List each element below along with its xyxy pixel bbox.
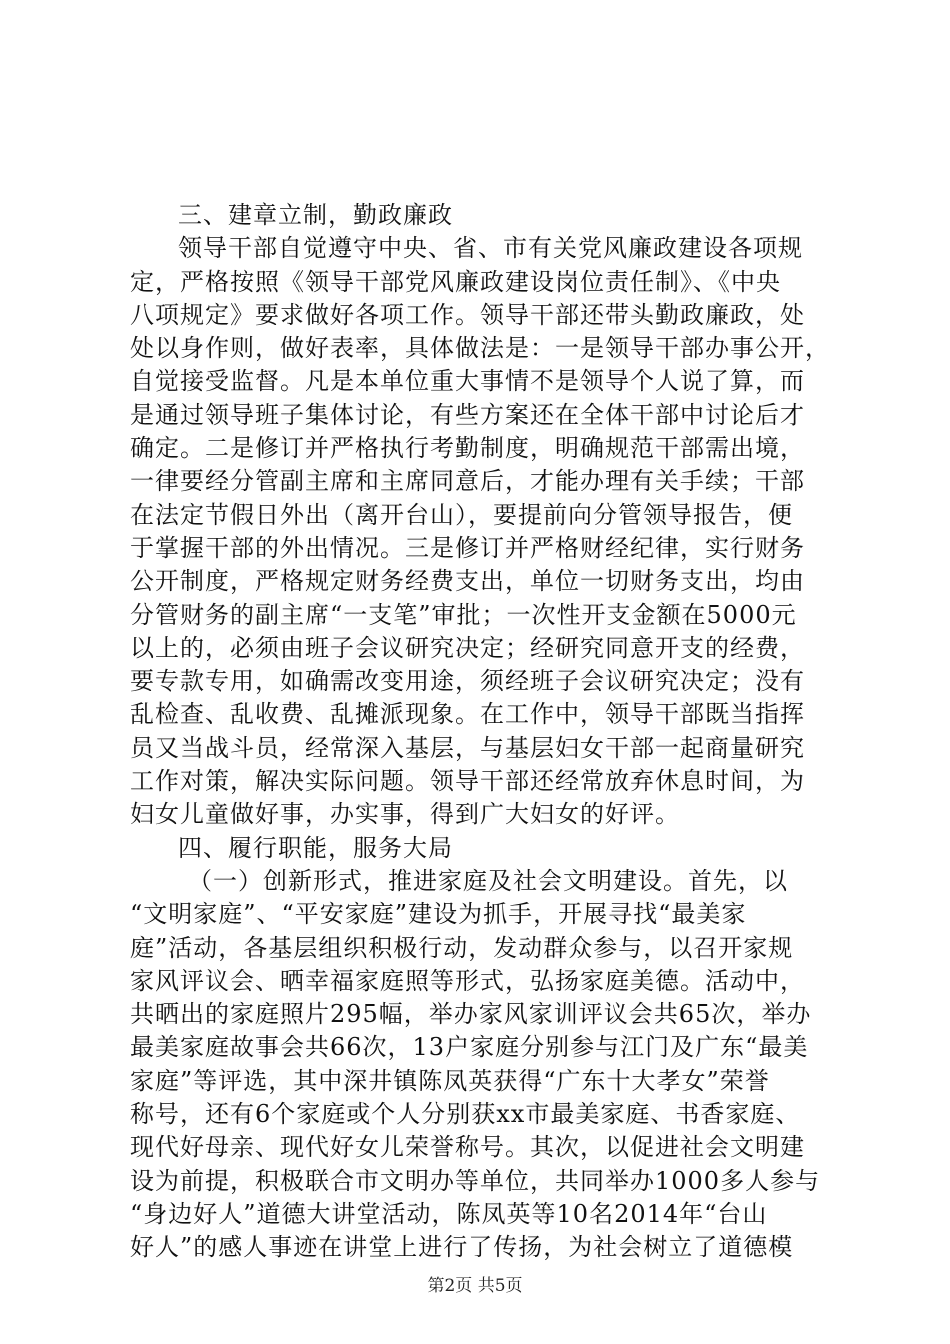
paragraph-line: 家庭”等评选，其中深井镇陈凤英获得“广东十大孝女”荣誉 (130, 1066, 770, 1095)
paragraph-line: 处以身作则，做好表率，具体做法是：一是领导干部办事公开， (130, 334, 830, 363)
document-body (130, 199, 850, 1265)
paragraph-line: 是通过领导班子集体讨论，有些方案还在全体干部中讨论后才 (130, 400, 805, 429)
paragraph-line: 自觉接受监督。凡是本单位重大事情不是领导个人说了算，而 (130, 367, 805, 396)
paragraph-line: 定，严格按照《领导干部党风廉政建设岗位责任制》、《中央 (130, 267, 781, 296)
paragraph-line: 最美家庭故事会共66次，13户家庭分别参与江门及广东“最美 (130, 1033, 809, 1062)
paragraph-line: 八项规定》要求做好各项工作。领导干部还带头勤政廉政，处 (130, 300, 805, 329)
paragraph-line: 以上的，必须由班子会议研究决定；经研究同意开支的经费， (130, 633, 805, 662)
paragraph-line: 分管财务的副主席“一支笔”审批；一次性开支金额在5000元 (130, 600, 797, 629)
paragraph-line: 庭”活动，各基层组织积极行动，发动群众参与，以召开家规 (130, 933, 794, 962)
paragraph-line: 在法定节假日外出（离开台山），要提前向分管领导报告，便 (130, 500, 793, 529)
paragraph-line: 家风评议会、晒幸福家庭照等形式，弘扬家庭美德。活动中， (130, 966, 805, 995)
paragraph-line: 好人”的感人事迹在讲堂上进行了传扬，为社会树立了道德模 (130, 1233, 794, 1262)
paragraph-line: “文明家庭”、“平安家庭”建设为抓手，开展寻找“最美家 (130, 900, 747, 929)
paragraph-line: 现代好母亲、现代好女儿荣誉称号。其次，以促进社会文明建 (130, 1133, 805, 1162)
paragraph-line: （一）创新形式，推进家庭及社会文明建设。首先，以 (188, 866, 788, 895)
paragraph-line: 要专款专用，如确需改变用途，须经班子会议研究决定；没有 (130, 667, 805, 696)
paragraph-line: 于掌握干部的外出情况。三是修订并严格财经纪律，实行财务 (130, 533, 805, 562)
paragraph-line: 公开制度，严格规定财务经费支出，单位一切财务支出，均由 (130, 567, 805, 596)
section-heading: 三、建章立制，勤政廉政 (178, 201, 453, 229)
paragraph-line: 共晒出的家庭照片295幅，举办家风家训评议会共65次，举办 (130, 1000, 812, 1029)
paragraph-line: 乱检查、乱收费、乱摊派现象。在工作中，领导干部既当指挥 (130, 700, 805, 729)
paragraph-line: 妇女儿童做好事，办实事，得到广大妇女的好评。 (130, 800, 680, 829)
paragraph-line: 设为前提，积极联合市文明办等单位，共同举办1000多人参与 (130, 1166, 821, 1195)
paragraph-line: “身边好人”道德大讲堂活动，陈凤英等10名2014年“台山 (130, 1199, 768, 1228)
page-footer (0, 1276, 950, 1296)
paragraph-line: 称号，还有6个家庭或个人分别获xx市最美家庭、书香家庭、 (130, 1100, 801, 1129)
paragraph-line: 领导干部自觉遵守中央、省、市有关党风廉政建设各项规 (178, 234, 803, 263)
paragraph-line: 一律要经分管副主席和主席同意后，才能办理有关手续；干部 (130, 467, 805, 496)
paragraph-line: 员又当战斗员，经常深入基层，与基层妇女干部一起商量研究 (130, 733, 805, 762)
page-number-label: 第2页 共5页 (427, 1276, 523, 1296)
section-heading: 四、履行职能，服务大局 (178, 833, 453, 862)
paragraph-line: 工作对策，解决实际问题。领导干部还经常放弃休息时间，为 (130, 767, 805, 796)
paragraph-line: 确定。二是修订并严格执行考勤制度，明确规范干部需出境， (130, 434, 805, 463)
